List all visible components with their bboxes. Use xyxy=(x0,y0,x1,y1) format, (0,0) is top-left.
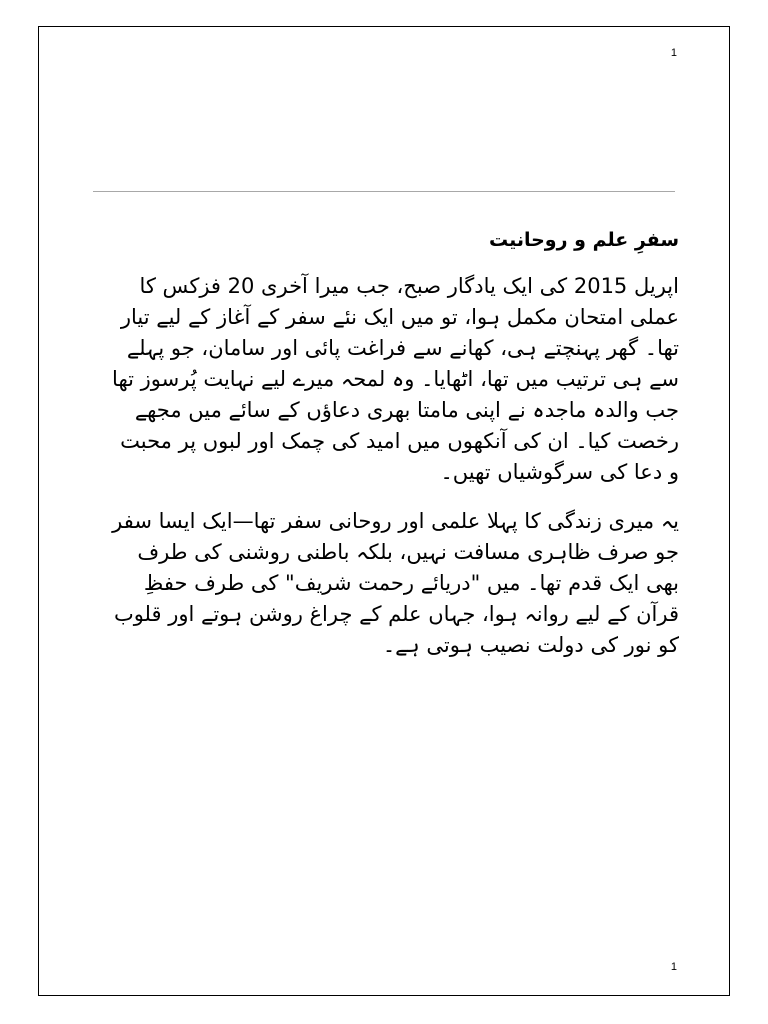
article-body xyxy=(85,223,679,679)
page-number-bottom: 1 xyxy=(670,961,677,973)
paragraph-2: یہ میری زندگی کا پہلا علمی اور روحانی سفر تھا—ایک ایسا سفر جو صرف ظاہری مسافت نہیں، بلکہ باطنی روشنی کی طرف بھی ایک قدم تھا۔ میں "دریائے رحمت شریف" کی طرف حفظِ قرآن کے لیے روانہ ہوا، جہاں علم کے چراغ روشن ہوتے اور قلوب کو نور کی دولت نصیب ہوتی ہے۔ xyxy=(112,509,679,657)
header-divider xyxy=(93,191,675,192)
article-title: سفرِ علم و روحانیت xyxy=(488,229,679,251)
document-page xyxy=(38,26,730,996)
page-number-top: 1 xyxy=(670,47,677,59)
paragraph-1: اپریل 2015 کی ایک یادگار صبح، جب میرا آخری 20 فزکس کا عملی امتحان مکمل ہوا، تو میں ایک نئے سفر کے آغاز کے لیے تیار تھا۔ گھر پہنچتے ہی، کھانے سے فراغت پائی اور سامان، جو پہلے سے ہی ترتیب میں تھا، اٹھایا۔ وہ لمحہ میرے لیے نہایت پُرسوز تھا جب والدہ ماجدہ نے اپنی مامتا بھری دعاؤں کے سائے میں مجھے رخصت کیا۔ ان کی آنکھوں میں امید کی چمک اور لبوں پر محبت و دعا کی سرگوشیاں تھیں۔ xyxy=(112,274,679,484)
